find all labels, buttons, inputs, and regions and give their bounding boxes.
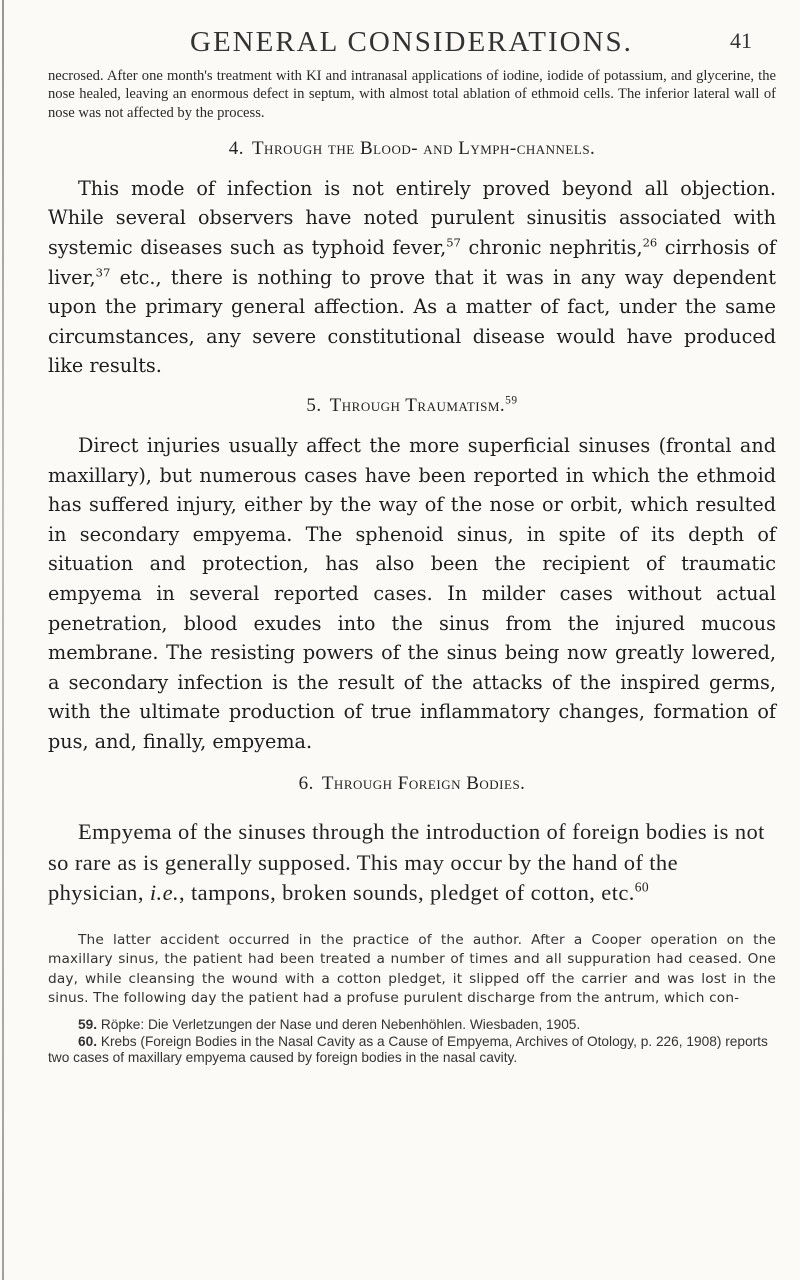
italic-abbreviation: i.e. xyxy=(149,880,179,906)
running-head: GENERAL CONSIDERATIONS. xyxy=(190,26,633,58)
footnote-ref: 59 xyxy=(505,394,518,407)
section-4-paragraph xyxy=(48,174,776,381)
section-5-paragraph: Direct injuries usually affect the more superficial sinuses (frontal and maxillary), but numerous cases have been reported in which the ethmoid has suffered injury, either by the way of the nose or orbit, which resulted in secondary empyema. The sphenoid sinus, in spite of its depth of situation and protection, has also been the recipient of traumatic empyema in several reported cases. In milder cases without actual penetration, blood exudes into the sinus from the injured mucous membrane. The resisting powers of the sinus being now greatly lowered, a secondary infection is the result of the attacks of the inspired germs, with the ultimate production of true inflammatory changes, formation of pus, and, finally, empyema. xyxy=(48,434,776,753)
text-run: This mode of infection is not entirely proved beyond all objection. While several observers have noted purulent sinusitis associated with systemic diseases such as typhoid fever, xyxy=(48,176,776,260)
text-run: chronic nephritis, xyxy=(460,236,643,260)
footnote-text: Krebs (Foreign Bodies in the Nasal Cavity as a Cause of Empyema, Archives of Otology, p. 226, 1908) reports two cases of maxillary empyema caused by foreign bodies in the nasal cavity. xyxy=(48,1033,768,1066)
page-edge-shadow xyxy=(2,0,4,1280)
section-title: Through Traumatism. xyxy=(329,395,506,417)
section-number: 5. xyxy=(306,395,322,417)
footnotes xyxy=(48,1017,776,1067)
section-number: 4. xyxy=(228,137,244,159)
section-6-paragraph xyxy=(48,817,776,909)
section-4-heading xyxy=(48,138,776,160)
footnote-ref: 37 xyxy=(95,265,111,280)
footnote-60 xyxy=(48,1034,776,1068)
footnote-ref: 57 xyxy=(446,235,461,250)
text-run: , tampons, broken sounds, pledget of cotton, etc. xyxy=(178,880,635,906)
footnote-ref: 60 xyxy=(634,879,650,895)
section-title: Through Foreign Bodies. xyxy=(321,772,526,794)
footnote-text: Röpke: Die Verletzungen der Nase und deren Nebenhöhlen. Wiesbaden, 1905. xyxy=(97,1016,581,1032)
author-note-paragraph: The latter accident occurred in the practice of the author. After a Cooper operation on the maxillary sinus, the patient had been treated a number of times and all suppuration had ceased. One day, while cleansing the wound with a cotton pledget, it slipped off the carrier and was lost in the sinus. The following day the patient had a profuse purulent discharge from the antrum, which con- xyxy=(48,932,776,1007)
section-number: 6. xyxy=(298,772,314,794)
footnote-59 xyxy=(48,1017,776,1034)
section-5-heading xyxy=(48,395,776,417)
section-6-heading xyxy=(48,773,776,795)
footnote-number: 60. xyxy=(78,1033,98,1049)
page-body xyxy=(48,64,776,1067)
text-run: cirrhosis of liver, xyxy=(48,236,776,289)
footnote-ref: 26 xyxy=(642,235,658,250)
footnote-number: 59. xyxy=(78,1016,98,1032)
page-number: 41 xyxy=(730,28,752,53)
intro-paragraph: necrosed. After one month's treatment with KI and intranasal applications of iodine, iodide of potassium, and glycerine, the nose healed, leaving an enormous defect in septum, with almost total ablation of ethmoid cells. The inferior lateral wall of nose was not affected by the process. xyxy=(48,68,776,121)
section-title: Through the Blood- and Lymph-channels. xyxy=(251,137,596,159)
text-run: etc., there is nothing to prove that it was in any way dependent upon the primary general affection. As a matter of fact, under the same circumstances, any severe constitutional disease would have produced like results. xyxy=(48,265,776,378)
text-run: Empyema of the sinuses through the introduction of foreign bodies is not so rare as is generally supposed. This may occur by the hand of the physician, xyxy=(48,819,765,906)
